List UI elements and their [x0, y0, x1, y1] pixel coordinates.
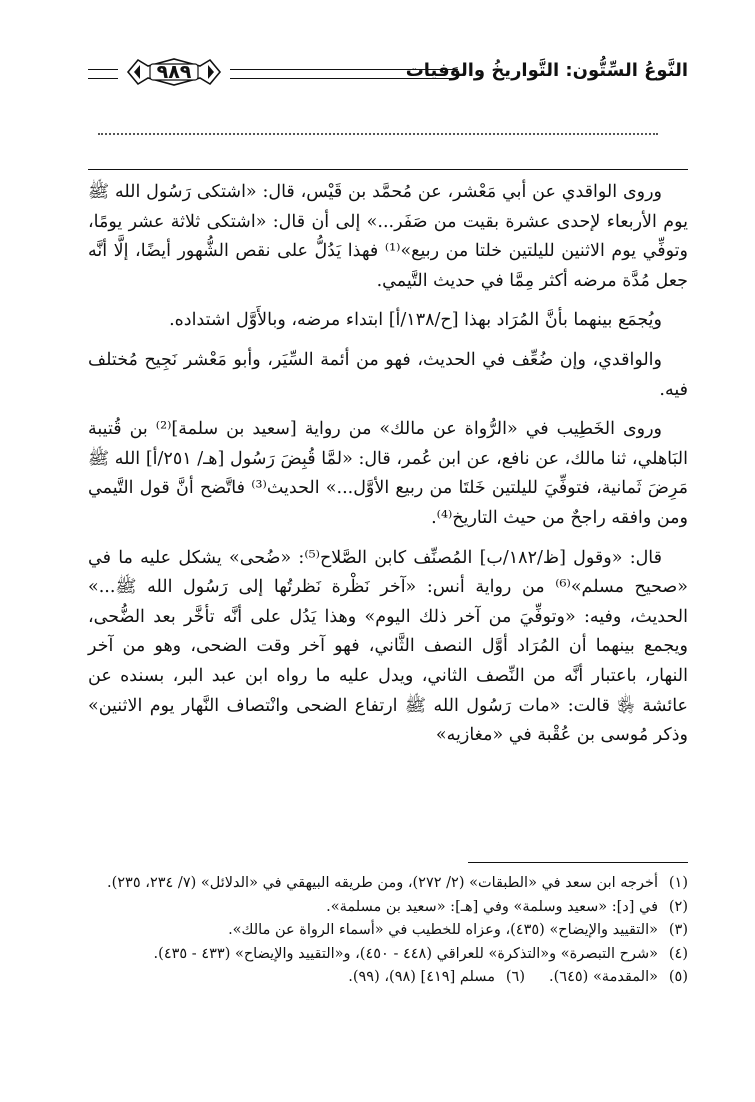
header-rule	[230, 69, 458, 79]
footnote	[549, 966, 688, 990]
text-top-rule	[88, 169, 688, 170]
footnote-text: «شرح التبصرة» و«التذكرة» للعراقي (٤٤٨ - ٤٥٠)، و«التقييد والإيضاح» (٤٣٣ - ٤٣٥).	[153, 945, 658, 962]
footnote-number: (٤)	[668, 945, 688, 962]
footnote-text: «التقييد والإيضاح» (٤٣٥)، وعزاه للخطيب في «أسماء الرواة عن مالك».	[228, 922, 658, 938]
page-number-ornament	[122, 56, 226, 88]
page-number: ٩٨٩	[156, 61, 192, 83]
footnote-number: (١)	[668, 875, 688, 891]
footnote	[88, 919, 688, 943]
paragraph: والواقدي، وإن ضُعِّف في الحديث، فهو من أئمة السِّيَر، وأبو مَعْشر نَجِيح مُختلف فيه.	[88, 349, 688, 400]
footnote	[88, 943, 688, 967]
footnote-text: مسلم [٤١٩] (٩٨)، (٩٩).	[348, 969, 496, 985]
footnote	[88, 896, 688, 920]
footnote-rule	[468, 862, 688, 863]
footnote-pair	[88, 966, 688, 990]
footnote-text: في [د]: «سعيد وسلمة» وفي [هـ]: «سعيد بن مسلمة».	[326, 898, 658, 915]
paragraph: وروى الخَطِيب في «الرُّواة عن مالك» من رواية [سعيد بن سلمة]⁽²⁾ بن قُتيبة البَاهلي، ثنا مالك، عن نافع، عن ابن عُمر، قال: «لمَّا قُبِضَ رَسُول [هـ/ ٢٥١/أ] الله ﷺ مَرِضَ ثَمانية، فتوفِّيَ لليلتين خَلتَا من ربيع الأوَّل...» الحديث⁽³⁾ فاتَّضح أنَّ قول التَّيمي ومن وافقه راجحٌ من حيث التاريخ⁽⁴⁾.	[88, 419, 688, 528]
footnote-number: (٢)	[668, 898, 688, 915]
paragraph: قال: «وقول [ظ/١٨٢/ب] المُصنِّف كابن الصَّلاح⁽⁵⁾: «ضُحى» يشكل عليه ما في «صحيح مسلم»⁽⁶⁾ من رواية أنس: «آخر نَظْرة نَظرتُها إلى رَسُول الله ﷺ...» الحديث، وفيه: «وتوفِّيَ من آخر ذلك اليوم» وهذا يَدُل على أنَّه تأخَّر بعد الضُّحى، ويجمع بينهما أن المُرَاد أوَّل النصف الثَّاني، فهو آخر وقت الضحى، وهو من آخر النهار، باعتبار أنَّه من النِّصف الثاني، ويدل عليه ما رواه ابن عبد البر، بسنده عن عائشة ﵂ قالت: «مات رَسُول الله ﷺ ارتفاع الضحى وانْتصاف النَّهار يوم الاثنين» وذكر مُوسى بن عُقْبة في «مغازيه»	[88, 547, 688, 746]
paragraph: ويُجمَع بينهما بأنَّ المُرَاد بهذا [ح/١٣٨/أ] ابتداء مرضه، وبالأَوَّل اشتداده.	[169, 310, 662, 331]
footnote	[348, 966, 525, 990]
main-text	[88, 178, 688, 751]
footnote-number: (٣)	[668, 922, 688, 938]
dotted-separator	[98, 133, 658, 135]
header-rule-left	[88, 69, 118, 79]
footnote-text: «المقدمة» (٦٤٥).	[549, 969, 658, 985]
footnote-number: (٥)	[668, 969, 688, 985]
running-header	[88, 56, 688, 96]
footnote	[88, 872, 688, 896]
footnote-text: أخرجه ابن سعد في «الطبقات» (٢/ ٢٧٢)، ومن طريقه البيهقي في «الدلائل» (٧/ ٢٣٤، ٢٣٥).	[106, 875, 658, 891]
paragraph: وروى الواقدي عن أبي مَعْشر، عن مُحمَّد بن قَيْس، قال: «اشتكى رَسُول الله ﷺ يوم الأربعاء لإحدى عشرة بقيت من صَفَر...» إلى أن قال: «اشتكى ثلاثة عشر يومًا، وتوفِّي يوم الاثنين لليلتين خلتا من ربيع»⁽¹⁾ فهذا يَدُلُّ على نقص الشُّهور أيضًا، إلَّا أنَّه جعل مُدَّة مرضه أكثر مِمَّا في حديث التَّيمي.	[88, 182, 688, 291]
footnotes	[88, 872, 688, 990]
header-title: النَّوعُ السِّتُّون: التَّواريخُ والوَفيات	[405, 60, 688, 81]
footnote-number: (٦)	[505, 969, 526, 985]
